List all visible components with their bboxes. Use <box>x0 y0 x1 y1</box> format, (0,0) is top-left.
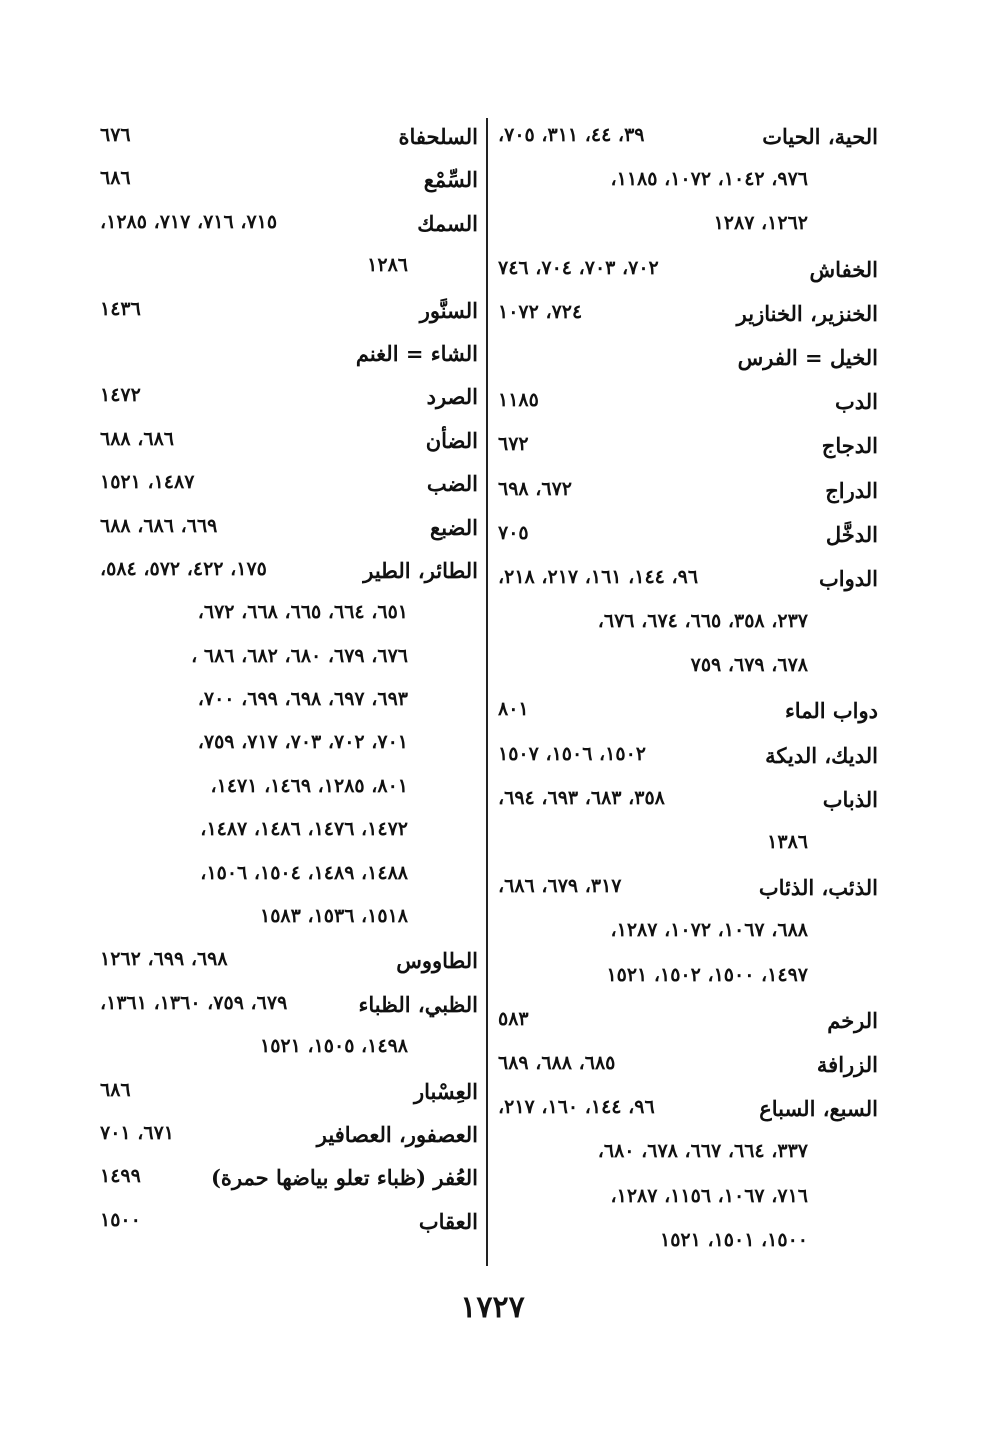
index-term: الدراج <box>825 477 878 503</box>
page-references: ١٥١٨، ١٥٣٦، ١٥٨٣ <box>260 905 408 928</box>
index-entry-row <box>498 648 878 692</box>
page-references: ١٤٧٢ <box>100 384 141 407</box>
index-term: السمك <box>417 210 478 236</box>
index-entry-row <box>498 604 878 648</box>
page-references: ٥٨٣ <box>498 1007 529 1030</box>
index-entry-row <box>498 1090 878 1134</box>
index-entry-row <box>100 595 478 638</box>
index-entry-row <box>498 958 878 1002</box>
page-references: ٦٨٨، ١٠٦٧، ١٠٧٢، ١٢٨٧، <box>610 919 808 942</box>
index-term: السنَّور <box>419 297 478 323</box>
index-entry-row <box>498 560 878 604</box>
page-references: ٦٨٦، ٦٨٨ <box>100 427 174 450</box>
index-entry-row <box>498 737 878 781</box>
index-term: الطاووس <box>396 948 478 974</box>
index-term: الذئب، الذئاب <box>758 875 878 901</box>
index-entry-row <box>498 295 878 339</box>
index-term: الخيل = الفرس <box>737 344 878 370</box>
page-references: ١٤٨٧، ١٥٢١ <box>100 471 195 494</box>
index-column-left <box>100 118 478 1246</box>
page-references: ٦٧١، ٧٠١ <box>100 1121 174 1144</box>
index-entry-row <box>100 378 478 421</box>
page-references: ٦٩٨، ٦٩٩، ١٢٦٢ <box>100 948 228 971</box>
index-entry-row <box>100 509 478 552</box>
index-term: الدخَّل <box>825 521 878 547</box>
index-entry-row <box>100 1029 478 1072</box>
page-references: ٦٧٢، ٦٩٨ <box>498 477 572 500</box>
index-term: دواب الماء <box>784 698 878 724</box>
index-entry-row <box>100 1116 478 1159</box>
page-references: ١٤٣٦ <box>100 297 141 320</box>
page-references: ٢٣٧، ٣٥٨، ٦٦٥، ٦٧٤، ٦٧٦، <box>597 610 808 633</box>
index-entry-row <box>498 1134 878 1178</box>
index-entry-row <box>100 769 478 812</box>
page-references: ١٢٦٢، ١٢٨٧ <box>713 212 808 235</box>
page-references: ١١٨٥ <box>498 389 539 412</box>
index-entry-row <box>498 1046 878 1090</box>
index-entry-row <box>100 292 478 335</box>
index-term: الخفاش <box>809 256 878 282</box>
page-references: ٧٢٤، ١٠٧٢ <box>498 300 583 323</box>
index-entry-row <box>498 825 878 869</box>
index-entry-row <box>100 205 478 248</box>
index-entry-row <box>100 639 478 682</box>
page-references: ١٢٨٦ <box>367 254 408 277</box>
index-entry-row <box>100 161 478 204</box>
page-references: ١٤٧٢، ١٤٧٦، ١٤٨٦، ١٤٨٧، <box>200 818 408 841</box>
page-references: ٩٦، ١٤٤، ١٦٠، ٢١٧، <box>498 1096 655 1119</box>
index-term: الظبي، الظباء <box>358 991 478 1017</box>
page-references: ٨٠١ <box>498 698 529 721</box>
page-references: ٦٨٦ <box>100 167 131 190</box>
index-term: السلحفاة <box>398 124 478 149</box>
index-term: الحية، الحيات <box>762 124 878 149</box>
column-divider <box>486 118 488 1266</box>
page-references: ٣٥٨، ٦٨٣، ٦٩٣، ٦٩٤، <box>498 786 665 809</box>
page-references: ٧٠٢، ٧٠٣، ٧٠٤، ٧٤٦ <box>498 256 659 279</box>
page-references: ١٣٨٦ <box>767 831 808 853</box>
index-term: الديك، الديكة <box>765 742 878 768</box>
page-references: ١٥٠٠ <box>100 1208 141 1231</box>
page-references: ٦٧٦ <box>100 124 131 146</box>
page-references: ١٤٩٩ <box>100 1165 141 1188</box>
index-entry-row <box>498 1223 878 1267</box>
index-entry-row <box>498 383 878 427</box>
index-term: الضب <box>426 471 478 497</box>
index-entry-row <box>100 1159 478 1202</box>
index-term: الضبع <box>430 514 478 540</box>
index-entry-row <box>498 913 878 957</box>
index-entry-row <box>100 856 478 899</box>
page-references: ٦٧٩، ٧٥٩، ١٣٦٠، ١٣٦١، <box>100 991 288 1014</box>
index-entry-row <box>498 251 878 295</box>
index-entry-row <box>100 812 478 855</box>
index-entry-row <box>100 248 478 291</box>
index-entry-row <box>100 1203 478 1246</box>
index-entry-row <box>100 682 478 725</box>
index-entry-row <box>100 552 478 595</box>
index-term: السِّمْع <box>423 167 478 193</box>
page-references: ٧١٦، ١٠٦٧، ١١٥٦، ١٢٨٧، <box>610 1184 808 1207</box>
page-references: ١٧٥، ٤٢٢، ٥٧٢، ٥٨٤، <box>100 557 267 580</box>
index-term: الشاء = الغنم <box>355 340 478 366</box>
index-term: الصرد <box>426 384 478 410</box>
page-references: ١٥٠٢، ١٥٠٦، ١٥٠٧ <box>498 742 646 765</box>
index-entry-row <box>100 986 478 1029</box>
page-references: ١٥٠٠، ١٥٠١، ١٥٢١ <box>660 1228 808 1251</box>
index-term: العِسْبار <box>414 1078 478 1104</box>
index-entry-row <box>100 118 478 161</box>
index-term: الرخم <box>827 1007 878 1033</box>
index-entry-row <box>498 118 878 162</box>
index-term: الطائر، الطير <box>363 557 478 583</box>
page-references: ٦٧٢ <box>498 433 529 456</box>
index-entry-row <box>100 335 478 378</box>
page-references: ٧٠١، ٧٠٢، ٧٠٣، ٧١٧، ٧٥٩، <box>197 731 408 754</box>
index-term: السبع، السباع <box>759 1096 878 1122</box>
page-references: ٦٥١، ٦٦٤، ٦٦٥، ٦٦٨، ٦٧٢، <box>197 601 408 624</box>
page-number: ١٧٢٧ <box>460 1290 525 1325</box>
page-references: ١٤٨٨، ١٤٨٩، ١٥٠٤، ١٥٠٦، <box>200 861 408 884</box>
index-entry-row <box>498 781 878 825</box>
index-term: الزرافة <box>816 1051 878 1077</box>
index-term: الذباب <box>822 786 878 812</box>
index-entry-row <box>100 1073 478 1116</box>
index-term: العقاب <box>418 1208 478 1234</box>
index-term: الخنزير، الخنازير <box>736 300 878 326</box>
page-references: ٨٠١، ١٢٨٥، ١٤٦٩، ١٤٧١، <box>210 774 408 797</box>
index-entry-row <box>100 899 478 942</box>
page-references: ٣٣٧، ٦٦٤، ٦٦٧، ٦٧٨، ٦٨٠، <box>597 1140 808 1163</box>
index-entry-row <box>498 869 878 913</box>
page-references: ٣٩، ٤٤، ٣١١، ٧٠٥، <box>498 124 645 146</box>
index-entry-row <box>498 516 878 560</box>
page-references: ٦٨٦ <box>100 1078 131 1101</box>
index-entry-row <box>100 465 478 508</box>
index-entry-row <box>498 162 878 206</box>
page-references: ٣١٧، ٦٧٩، ٦٨٦، <box>498 875 622 898</box>
index-entry-row <box>498 1179 878 1223</box>
page-references: ٧١٥، ٧١٦، ٧١٧، ١٢٨٥، <box>100 210 278 233</box>
index-entry-row <box>498 339 878 383</box>
index-entry-row <box>498 472 878 516</box>
page-references: ١٤٩٨، ١٥٠٥، ١٥٢١ <box>260 1035 408 1058</box>
page-references: ٦٦٩، ٦٨٦، ٦٨٨ <box>100 514 218 537</box>
page-references: ٦٩٣، ٦٩٧، ٦٩٨، ٦٩٩، ٧٠٠، <box>197 688 408 711</box>
page-references: ٩٦، ١٤٤، ١٦١، ٢١٧، ٢١٨، <box>498 565 699 588</box>
index-entry-row <box>100 942 478 985</box>
index-term: الدواب <box>818 565 878 591</box>
index-entry-row <box>100 422 478 465</box>
index-entry-row <box>498 427 878 471</box>
page-references: ٧٠٥ <box>498 521 529 544</box>
page-references: ٦٧٦، ٦٧٩، ٦٨٠، ٦٨٢، ٦٨٦ ، <box>191 644 408 667</box>
page-references: ٦٨٥، ٦٨٨، ٦٨٩ <box>498 1051 616 1074</box>
index-entry-row <box>498 692 878 736</box>
index-term: العصفور، العصافير <box>316 1121 478 1147</box>
index-term: الدجاج <box>821 433 878 459</box>
page-references: ٦٧٨، ٦٧٩، ٧٥٩ <box>690 654 808 677</box>
index-column-right <box>498 118 878 1267</box>
index-entry-row <box>498 206 878 250</box>
index-entry-row <box>100 725 478 768</box>
index-term: العُفر (ظباء تعلو بياضها حمرة) <box>211 1165 478 1191</box>
page-references: ٩٧٦، ١٠٤٢، ١٠٧٢، ١١٨٥، <box>610 168 808 191</box>
index-term: الدب <box>834 389 878 415</box>
index-term: الضأن <box>425 427 478 453</box>
page-references: ١٤٩٧، ١٥٠٠، ١٥٠٢، ١٥٢١ <box>606 963 808 986</box>
index-entry-row <box>498 1002 878 1046</box>
